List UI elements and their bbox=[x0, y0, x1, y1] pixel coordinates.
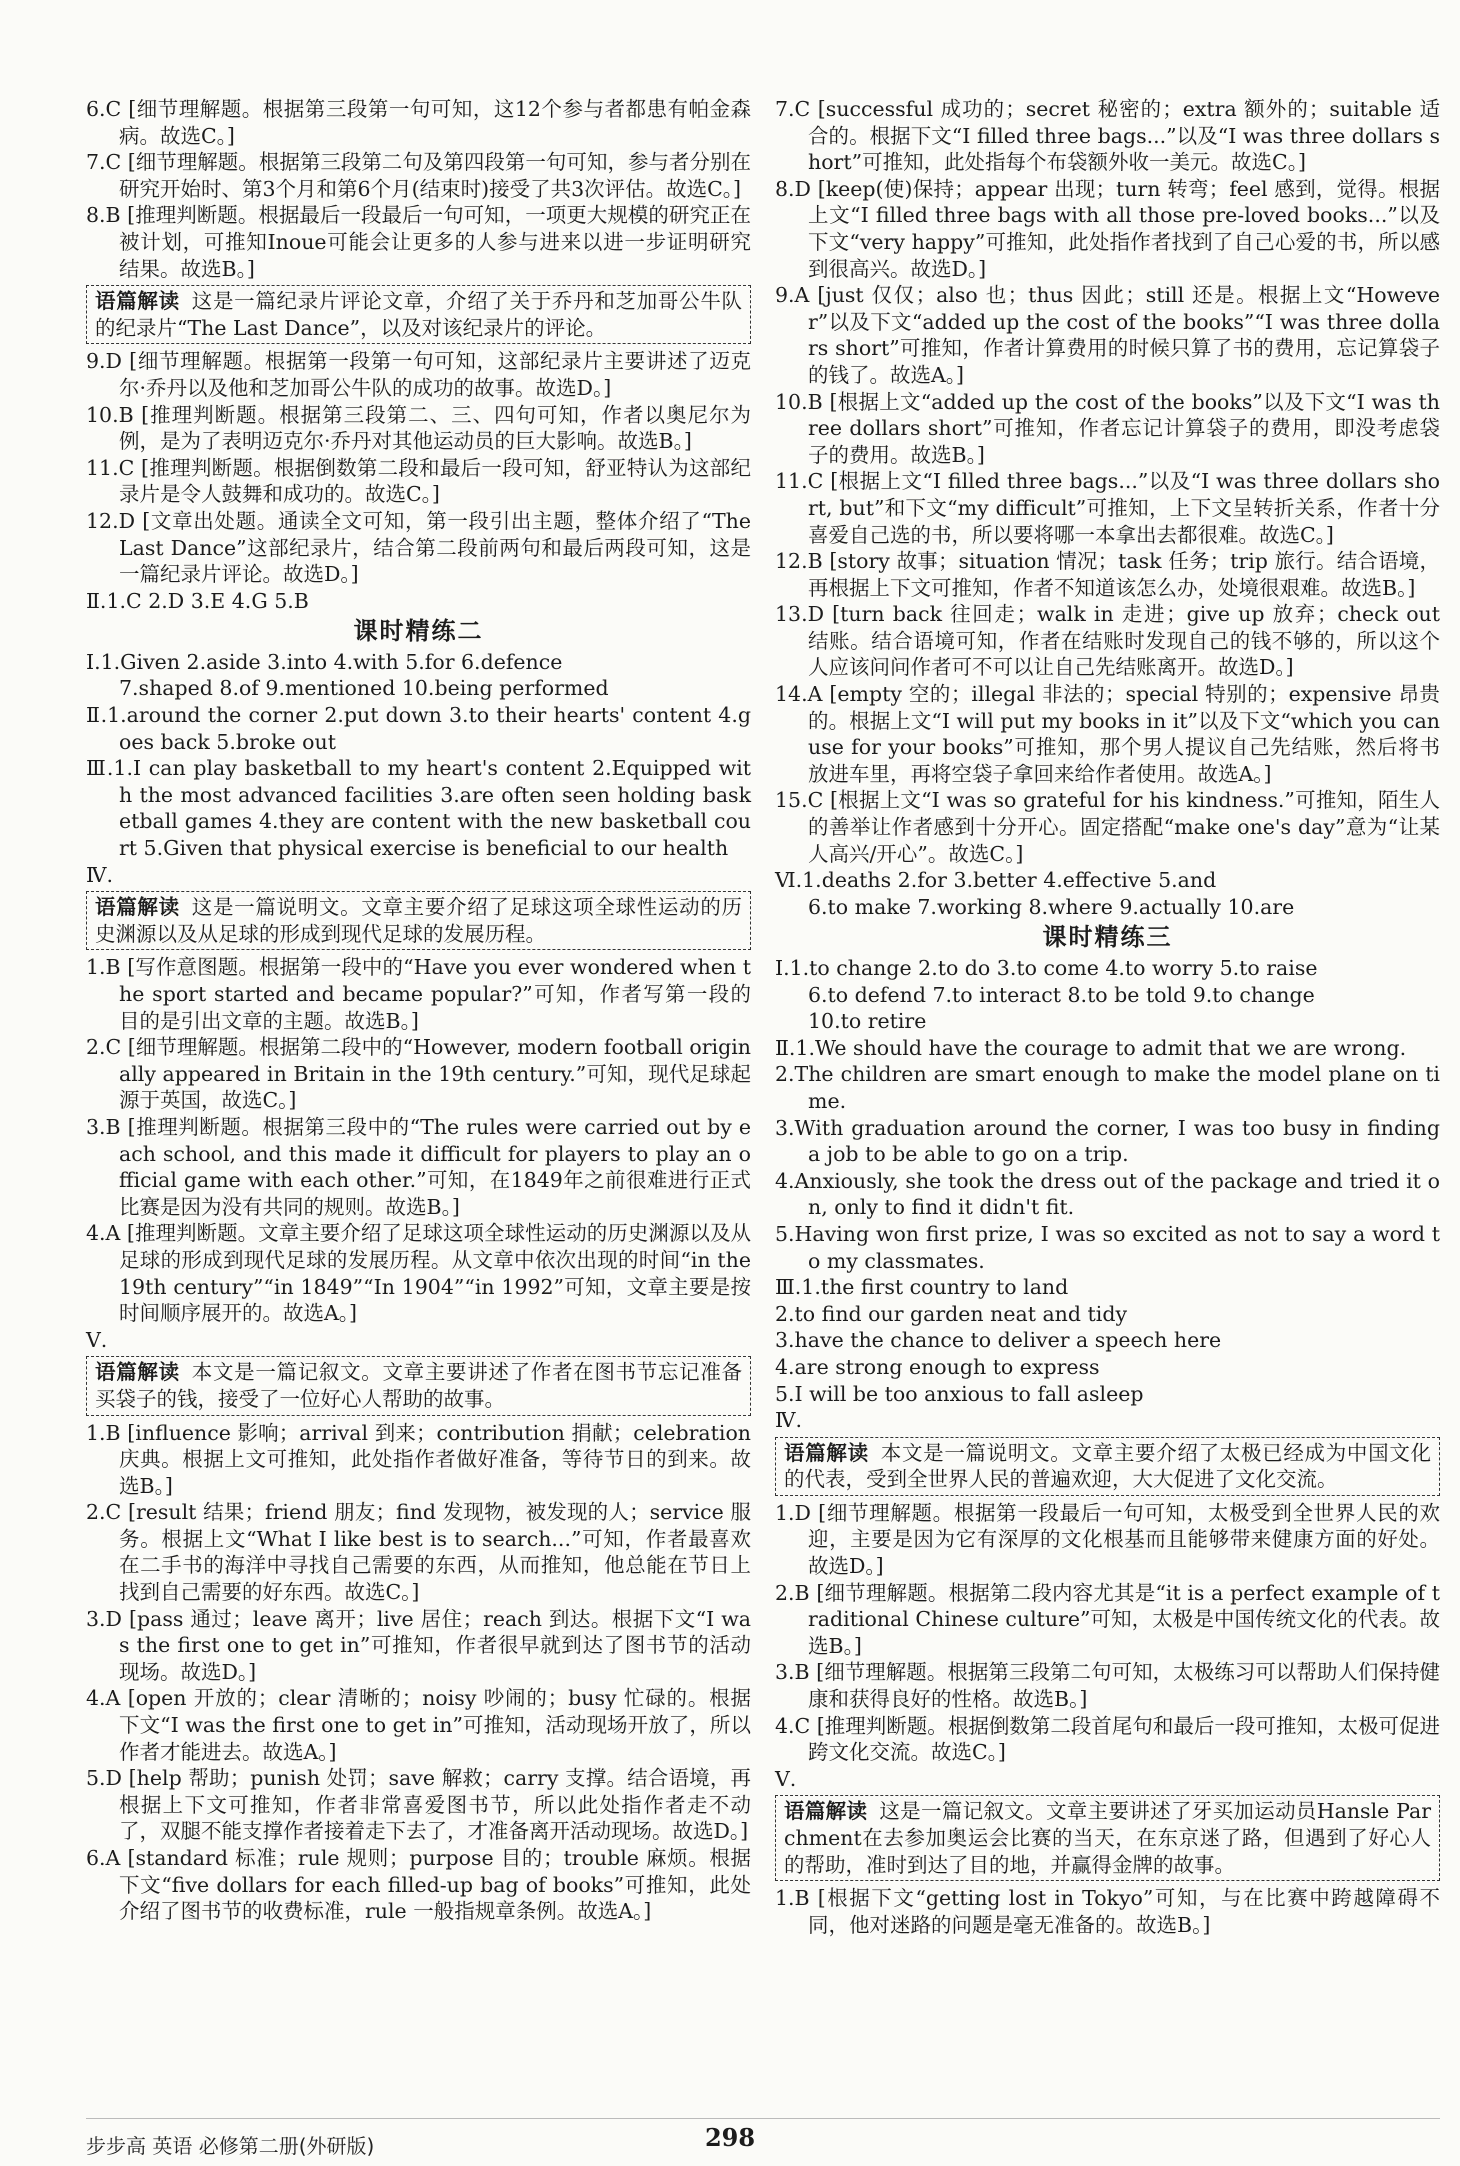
answer-item: Ⅲ.1.the first country to land bbox=[775, 1275, 1069, 1300]
passage-summary-box bbox=[775, 1795, 1440, 1881]
passage-summary-tag: 语篇解读 bbox=[784, 1799, 868, 1824]
answer-item: 4.Anxiously, she took the dress out of the package and tried it on, only to find it didn't fit. bbox=[775, 1168, 1440, 1220]
section-label: Ⅳ. bbox=[86, 862, 113, 887]
answer-item: Ⅱ.1.around the corner 2.put down 3.to their hearts' content 4.goes back 5.broke out bbox=[86, 703, 751, 754]
passage-summary-box bbox=[775, 1437, 1440, 1496]
passage-summary-tag: 语篇解读 bbox=[95, 289, 180, 314]
answer-item: 9.A [just 仅仅；also 也；thus 因此；still 还是。根据上文“However”以及下文“added up the cost of the books”“I was three dollars short”可推知，作者计算费用的时候只算了书的费用，忘记算袋子的钱了。故选A。] bbox=[775, 283, 1440, 387]
answer-item: 15.C [根据上文“I was so grateful for his kindness.”可推知，陌生人的善举让作者感到十分开心。固定搭配“make one's day”意为“让某人高兴/开心”。故选C。] bbox=[775, 788, 1440, 866]
passage-summary-text: 本文是一篇说明文。文章主要介绍了太极已经成为中国文化的代表，受到全世界人民的普遍欢迎，大大促进了文化交流。 bbox=[784, 1440, 1432, 1492]
answer-item: 4.C [推理判断题。根据倒数第二段首尾句和最后一段可推知，太极可促进跨文化交流。故选C。] bbox=[775, 1713, 1440, 1765]
section-label: Ⅳ. bbox=[775, 1408, 802, 1433]
footer-book-title: 步步高 英语 必修第二册(外研版) bbox=[86, 2134, 375, 2158]
answer-item: 11.C [根据上文“I filled three bags...”以及“I was three dollars short, but”和下文“my difficult”可推知，上下文呈转折关系，作者十分喜爱自己选的书，所以要将哪一本拿出去都很难。故选C。] bbox=[775, 469, 1440, 547]
passage-summary-text: 本文是一篇记叙文。文章主要讲述了作者在图书节忘记准备买袋子的钱，接受了一位好心人帮助的故事。 bbox=[95, 1360, 743, 1411]
answer-item: 4.are strong enough to express bbox=[775, 1354, 1100, 1379]
answer-item: 12.B [story 故事；situation 情况；task 任务；trip 旅行。结合语境，再根据上下文可推知，作者不知道该怎么办，处境很艰难。故选B。] bbox=[775, 549, 1440, 600]
answer-item: 8.D [keep(使)保持；appear 出现；turn 转弯；feel 感到，觉得。根据上文“I filled three bags with all those pre-loved books...”以及下文“very happy”可推知，此处指作者找到了自己心爱的书，所以感到很高兴。故选D。] bbox=[775, 176, 1440, 281]
answer-item: 5.Having won first prize, I was so excited as not to say a word to my classmates. bbox=[775, 1221, 1440, 1273]
answer-item: 3.B [细节理解题。根据第三段第二句可知，太极练习可以帮助人们保持健康和获得良好的性格。故选B。] bbox=[775, 1660, 1440, 1712]
answer-item: 1.B [写作意图题。根据第一段中的“Have you ever wondered when the sport started and became popular?”可知，作者写第一段的目的是引出文章的主题。故选B。] bbox=[86, 955, 751, 1033]
answer-item: 11.C [推理判断题。根据倒数第二段和最后一段可知，舒亚特认为这部纪录片是令人鼓舞和成功的。故选C。] bbox=[86, 455, 751, 507]
section-heading: 课时精练二 bbox=[353, 617, 484, 646]
passage-summary-text: 这是一篇纪录片评论文章，介绍了关于乔丹和芝加哥公牛队的纪录片“The Last Dance”，以及对该纪录片的评论。 bbox=[95, 289, 743, 340]
left-column bbox=[86, 96, 751, 1925]
passage-summary-tag: 语篇解读 bbox=[95, 895, 180, 920]
passage-summary-tag: 语篇解读 bbox=[784, 1440, 869, 1465]
answer-item: 10.B [推理判断题。根据第三段第二、三、四句可知，作者以奥尼尔为例，是为了表明迈克尔·乔丹对其他运动员的巨大影响。故选B。] bbox=[86, 402, 751, 454]
section-heading: 课时精练三 bbox=[1042, 923, 1173, 952]
answer-item: 1.B [根据下文“getting lost in Tokyo”可知，与在比赛中跨越障碍不同，他对迷路的问题是毫无准备的。故选B。] bbox=[775, 1886, 1440, 1937]
answer-item: 6.to defend 7.to interact 8.to be told 9.to change bbox=[808, 982, 1315, 1007]
answer-item: 8.B [推理判断题。根据最后一段最后一句可知，一项更大规模的研究正在被计划，可推知Inoue可能会让更多的人参与进来以进一步证明研究结果。故选B。] bbox=[86, 203, 751, 281]
answer-item: 10.to retire bbox=[808, 1009, 927, 1034]
answer-item: 4.A [open 开放的；clear 清晰的；noisy 吵闹的；busy 忙碌的。根据下文“I was the first one to get in”可推知，活动现场开放了，所以作者才能进去。故选A。] bbox=[86, 1686, 751, 1764]
passage-summary-box bbox=[86, 1356, 751, 1415]
passage-summary-box bbox=[86, 891, 751, 950]
passage-summary-text: 这是一篇说明文。文章主要介绍了足球这项全球性运动的历史渊源以及从足球的形成到现代足球的发展历程。 bbox=[95, 895, 743, 946]
answer-item: Ⅰ.1.to change 2.to do 3.to come 4.to worry 5.to raise bbox=[775, 956, 1318, 980]
answer-item: 5.D [help 帮助；punish 处罚；save 解救；carry 支撑。结合语境，再根据上下文可推知，作者非常喜爱图书节，所以此处指作者走不动了，双腿不能支撑作者接着走下去了，才准备离开活动现场。故选D。] bbox=[86, 1766, 751, 1844]
section-label: Ⅴ. bbox=[775, 1766, 797, 1791]
answer-item: 7.shaped 8.of 9.mentioned 10.being performed bbox=[119, 676, 609, 701]
page-number: 298 bbox=[704, 2123, 756, 2152]
answer-item: 1.B [influence 影响；arrival 到来；contribution 捐献；celebration 庆典。根据上文可推知，此处指作者做好准备，等待节日的到来。故选B。] bbox=[86, 1420, 751, 1498]
answer-item: 5.I will be too anxious to fall asleep bbox=[775, 1381, 1144, 1406]
answer-item: 3.D [pass 通过；leave 离开；live 居住；reach 到达。根据下文“I was the first one to get in”可推知，作者很早就到达了图书节的活动现场。故选D。] bbox=[86, 1606, 751, 1684]
answer-item: 9.D [细节理解题。根据第一段第一句可知，这部纪录片主要讲述了迈克尔·乔丹以及他和芝加哥公牛队的成功的故事。故选D。] bbox=[86, 349, 751, 400]
footer-rule bbox=[86, 2118, 1440, 2119]
section-label: Ⅱ.1.C 2.D 3.E 4.G 5.B bbox=[86, 588, 309, 613]
answer-item: 4.A [推理判断题。文章主要介绍了足球这项全球性运动的历史渊源以及从足球的形成到现代足球的发展历程。从文章中依次出现的时间“in the 19th century”“in 1849”“In 1904”“in 1992”可知，文章主要是按时间顺序展开的。故选A。] bbox=[86, 1221, 751, 1326]
answer-item: 2.C [result 结果；friend 朋友；find 发现物，被发现的人；service 服务。根据上文“What I like best is to search...”可知，作者最喜欢在二手书的海洋中寻找自己需要的东西，从而推知，他总能在节日上找到自己需要的好东西。故选C。] bbox=[86, 1500, 751, 1605]
answer-item: 2.B [细节理解题。根据第二段内容尤其是“it is a perfect example of traditional Chinese culture”可知，太极是中国传统文化的代表。故选B。] bbox=[775, 1580, 1440, 1658]
answer-item: 6.to make 7.working 8.where 9.actually 10.are bbox=[808, 894, 1295, 919]
answer-item: 14.A [empty 空的；illegal 非法的；special 特别的；expensive 昂贵的。根据上文“I will put my books in it”以及下文“which you can use for your books”可推知，那个男人提议自己先结账，然后将书放进车里，再将空袋子拿回来给作者使用。故选A。] bbox=[775, 682, 1440, 786]
answer-item: 7.C [successful 成功的；secret 秘密的；extra 额外的；suitable 适合的。根据下文“I filled three bags...”以及“I was three dollars short”可推知，此处指每个布袋额外收一美元。故选C。] bbox=[775, 97, 1440, 175]
passage-summary-tag: 语篇解读 bbox=[95, 1360, 180, 1385]
right-column bbox=[775, 96, 1440, 1938]
answer-item: 3.With graduation around the corner, I was too busy in finding a job to be able to go on a trip. bbox=[775, 1115, 1440, 1167]
answer-item: 6.C [细节理解题。根据第三段第一句可知，这12个参与者都患有帕金森病。故选C。] bbox=[86, 97, 751, 148]
answer-item: 7.C [细节理解题。根据第三段第二句及第四段第一句可知，参与者分别在研究开始时、第3个月和第6个月(结束时)接受了共3次评估。故选C。] bbox=[86, 150, 751, 201]
answer-item: 2.C [细节理解题。根据第二段中的“However, modern football originally appeared in Britain in the 19th century.”可知，现代足球起源于英国，故选C。] bbox=[86, 1035, 751, 1113]
passage-summary-text: 这是一篇记叙文。文章主要讲述了牙买加运动员Hansle Parchment在去参加奥运会比赛的当天，在东京迷了路，但遇到了好心人的帮助，准时到达了目的地，并赢得金牌的故事。 bbox=[784, 1799, 1432, 1877]
answer-item: 3.B [推理判断题。根据第三段中的“The rules were carried out by each school, and this made it difficult for players to play an official game with each other.”可知，在1849年之前很难进行正式比赛是因为没有共同的规则。故选B。] bbox=[86, 1114, 751, 1219]
answer-item: 3.have the chance to deliver a speech here bbox=[775, 1328, 1222, 1353]
answer-item: Ⅰ.1.Given 2.aside 3.into 4.with 5.for 6.defence bbox=[86, 649, 563, 674]
answer-item: 2.The children are smart enough to make the model plane on time. bbox=[775, 1062, 1440, 1113]
answer-item: 6.A [standard 标准；rule 规则；purpose 目的；trouble 麻烦。根据下文“five dollars for each filled-up bag of books”可推知，此处介绍了图书节的收费标准，rule 一般指规章条例。故选A。] bbox=[86, 1846, 751, 1924]
passage-summary-box bbox=[86, 285, 751, 344]
answer-item: 12.D [文章出处题。通读全文可知，第一段引出主题，整体介绍了“The Last Dance”这部纪录片，结合第二段前两句和最后两段可知，这是一篇纪录片评论。故选D。] bbox=[86, 508, 751, 587]
answer-item: 13.D [turn back 往回走；walk in 走进；give up 放弃；check out 结账。结合语境可知，作者在结账时发现自己的钱不够的，所以这个人应该问问作者可不可以让自己先结账离开。故选D。] bbox=[775, 602, 1440, 680]
answer-item: Ⅲ.1.I can play basketball to my heart's content 2.Equipped with the most advanced facilities 3.are often seen holding basketball games 4.they are content with the new basketball court 5.Given that physical exercise is beneficial to our health bbox=[86, 756, 751, 861]
answer-item: Ⅵ.1.deaths 2.for 3.better 4.effective 5.and bbox=[775, 868, 1217, 893]
answer-item: 10.B [根据上文“added up the cost of the books”以及下文“I was three dollars short”可推知，作者忘记计算袋子的费用，即没考虑袋子的费用。故选B。] bbox=[775, 389, 1440, 467]
answer-item: 1.D [细节理解题。根据第一段最后一句可知，太极受到全世界人民的欢迎，主要是因为它有深厚的文化根基而且能够带来健康方面的好处。故选D。] bbox=[775, 1500, 1440, 1579]
answer-item: Ⅱ.1.We should have the courage to admit that we are wrong. bbox=[775, 1035, 1407, 1060]
section-label: Ⅴ. bbox=[86, 1327, 108, 1352]
answer-item: 2.to find our garden neat and tidy bbox=[775, 1301, 1128, 1326]
